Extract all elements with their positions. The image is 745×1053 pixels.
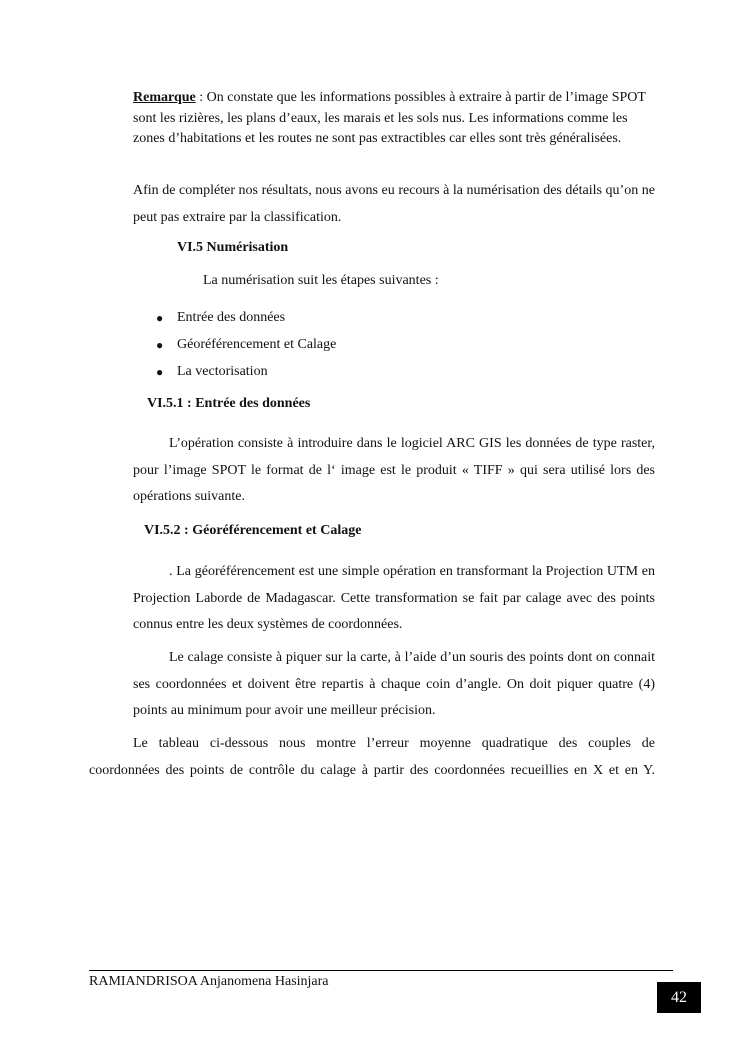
page-number: 42: [657, 982, 701, 1013]
paragraph-complete: Afin de compléter nos résultats, nous avons eu recours à la numérisation des détails qu’on ne peut pas extraire par la classification.: [133, 183, 655, 225]
vi5-intro: La numérisation suit les étapes suivantes :: [203, 273, 439, 288]
paragraph-vi51: L’opération consiste à introduire dans le logiciel ARC GIS les données de type raster, pour l’image SPOT le format de l‘ image est le produit « TIFF » qui sera utilisé lors des opérations suivante.: [133, 436, 655, 504]
paragraph-vi52-b: Le calage consiste à piquer sur la carte, à l’aide d’un souris des points dont on connait ses coordonnées et doivent être repartis à chaque coin d’angle. On doit piquer quatre (4) points au minimum pour avoir une meilleur précision.: [133, 650, 655, 718]
remark-label: Remarque: [133, 90, 196, 105]
table-intro-line-2: coordonnées des points de contrôle du calage à partir des coordonnées recueillies en X et en Y.: [89, 762, 655, 778]
heading-vi5: VI.5 Numérisation: [177, 240, 289, 255]
remark-paragraph: [133, 88, 655, 150]
bullet-icon: ●: [156, 338, 164, 352]
table-intro-line-1: Le tableau ci-dessous nous montre l’erreur moyenne quadratique des couples de: [133, 736, 655, 751]
list-item: ● La vectorisation: [177, 362, 336, 389]
footer-divider: [89, 970, 673, 971]
paragraph-vi52-a: . La géoréférencement est une simple opération en transformant la Projection UTM en Projection Laborde de Madagascar. Cette transformation se fait par calage avec des points connus entre les deux systèmes de coordonnées.: [133, 564, 655, 632]
heading-vi51: VI.5.1 : Entrée des données: [147, 396, 311, 411]
heading-vi52: VI.5.2 : Géoréférencement et Calage: [144, 523, 362, 538]
bullet-icon: ●: [156, 365, 164, 379]
bullet-icon: ●: [156, 311, 164, 325]
steps-list: [156, 308, 337, 389]
paragraph-table-intro: [89, 731, 655, 784]
list-item: ● Entrée des données: [177, 308, 336, 335]
list-item: ● Géoréférencement et Calage: [177, 335, 336, 362]
footer-author: RAMIANDRISOA Anjanomena Hasinjara: [89, 974, 329, 989]
remark-text: : On constate que les informations possibles à extraire à partir de l’image SPOT sont les rizières, les plans d’eaux, les marais et les sols nus. Les informations comme les zones d’habitations et les routes ne sont pas extractibles car elles sont très généralisées.: [133, 90, 646, 146]
